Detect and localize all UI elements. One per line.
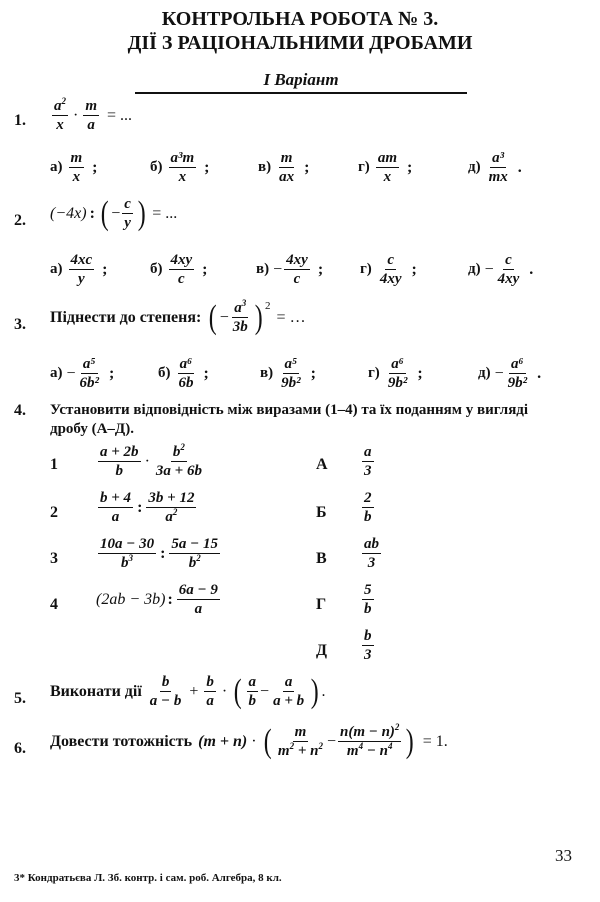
task-4-answer-b-fraction[interactable]: $\frac{2}{b}$ [364,490,372,525]
task-1-option-d[interactable]: г) $\frac{am}{x}$ ; [358,150,413,185]
task-3-option-c[interactable]: в) $\frac{\text{a⁵}}{\text{9b²}}$ ; [260,356,316,391]
task-3-option-d[interactable]: г) $\frac{\text{a⁶}}{\text{9b²}}$ ; [368,356,423,391]
task-4-item-3-index: 3 [50,550,58,567]
task-3-option-e[interactable]: д) − $\frac{\text{a⁶}}{\text{9b²}}$ . [478,356,542,391]
task-4-answer-a-letter: А [316,456,328,473]
task-1-option-b[interactable]: б) $\frac{\text{a³m}}{x}$ ; [150,150,210,185]
task-4-answer-e-fraction[interactable]: $\frac{b}{3}$ [364,628,372,663]
task-3-number: 3. [14,316,26,333]
task-2-option-b[interactable]: б) $\frac{4xy}{c}$ ; [150,252,208,287]
task-4-answer-b-letter: Б [316,504,327,521]
task-4-item-1-index: 1 [50,456,58,473]
task-4-item-4-expression: (2ab − 3b) : $\frac{6a - 9}{a}$ [96,582,218,617]
task-2-option-d[interactable]: г) $\frac{c}{4xy}$ ; [360,252,417,287]
task-2-options [50,252,550,287]
task-4-number: 4. [14,402,26,419]
task-1-option-c[interactable]: в) $\frac{m}{ax}$ ; [258,150,310,185]
task-5-number: 5. [14,690,26,707]
task-4-answer-d-letter: Г [316,596,327,613]
title-line-1: КОНТРОЛЬНА РОБОТА № 3. [161,8,439,30]
task-4-item-1-expression: $\frac{a + 2b}{b}$ · $\frac{b^2}{3a + 6b}$ [100,442,202,479]
title-line-2: ДІЇ З РАЦІОНАЛЬНИМИ ДРОБАМИ [127,32,473,54]
task-5-expression: Виконати дії $\frac{b}{a - b}$ + $\frac{b}{a}$ · ( $\frac{a}{b}$ − $\frac{a}{a + b}$ ) . [50,672,326,710]
page-number: 33 [555,846,572,865]
task-2-expression: (−4x) : ( − $\frac{c}{y}$ ) = ... [50,194,178,232]
task-3-expression: Піднести до степеня: ( − $\frac{a^3}{3b}$ ) $^2$ = … [50,298,306,336]
task-4-text-line-1: Установити відповідність між виразами (1–4) та їх поданням у вигляді [50,402,529,418]
task-4-answer-e-letter: Д [316,642,328,659]
task-4-item-2-index: 2 [50,504,58,521]
task-1-option-e[interactable]: д) $\frac{\text{a³}}{mx}$ . [468,150,522,185]
task-4-answer-a-fraction[interactable]: $\frac{a}{3}$ [364,444,372,479]
task-6-number: 6. [14,740,26,757]
task-1-option-a[interactable]: а) $\frac{m}{x}$ ; [50,150,98,185]
task-4-answer-c-letter: В [316,550,327,567]
task-2-option-e[interactable]: д) − $\frac{c}{4xy}$ . [468,252,534,287]
task-1-options [50,150,550,185]
task-4-item-3-expression: $\frac{10a - 30}{b^3}$ : $\frac{5a - 15}{b^2}$ [100,536,219,571]
task-2-number: 2. [14,212,26,229]
task-3-option-a[interactable]: а) − $\frac{\text{a⁵}}{\text{6b²}}$ ; [50,356,115,391]
task-6-expression: Довести тотожність (m + n) · ( $\frac{m}{m^2 + n^2}$ − $\frac{n(m - n)^2}{m^4 - n^4}$ ) = 1. [50,722,448,760]
task-4-item-4-index: 4 [50,596,58,613]
task-2-option-a[interactable]: а) $\frac{4xc}{y}$ ; [50,252,108,287]
task-4-text-line-2: дробу (А–Д). [50,421,135,437]
task-3-options [50,356,550,391]
task-1-expression: $\frac{a^2}{x}$ · $\frac{m}{a}$ = ... [54,96,133,133]
task-4-answer-d-fraction[interactable]: $\frac{5}{b}$ [364,582,372,617]
task-3-option-b[interactable]: б) $\frac{\text{a⁶}}{6b}$ ; [158,356,209,391]
footer-citation: 3* Кондратьєва Л. Зб. контр. і сам. роб. Алгебра, 8 кл. [14,872,282,884]
variant-heading: І Варіант [135,70,467,94]
task-2-option-c[interactable]: в) − $\frac{4xy}{c}$ ; [256,252,324,287]
task-4-item-2-expression: $\frac{b + 4}{a}$ : $\frac{3b + 12}{a^2}$ [100,490,195,525]
task-4-answer-c-fraction[interactable]: $\frac{ab}{3}$ [364,536,379,571]
task-1-number: 1. [14,112,26,129]
